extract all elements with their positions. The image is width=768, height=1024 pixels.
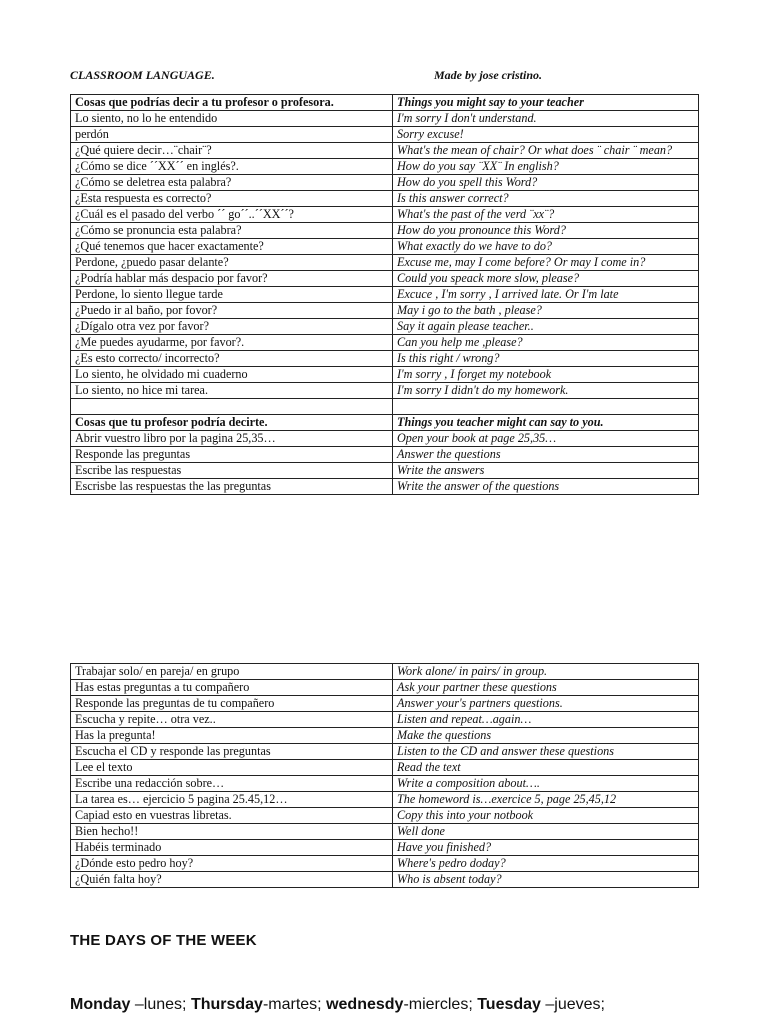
english-cell: Have you finished? <box>393 840 699 856</box>
english-cell: Say it again please teacher.. <box>393 319 699 335</box>
table-row <box>71 856 699 872</box>
spanish-cell: La tarea es… ejercicio 5 pagina 25.45,12… <box>71 792 393 808</box>
english-cell: Sorry excuse! <box>393 127 699 143</box>
spanish-cell: ¿Dígalo otra vez por favor? <box>71 319 393 335</box>
spanish-cell: ¿Cómo se pronuncia esta palabra? <box>71 223 393 239</box>
english-cell: Make the questions <box>393 728 699 744</box>
english-cell: What's the mean of chair? Or what does ¨ chair ¨ mean? <box>393 143 699 159</box>
spanish-cell: Lee el texto <box>71 760 393 776</box>
spanish-cell: ¿Qué quiere decir…¨chair¨? <box>71 143 393 159</box>
spanish-cell: Cosas que tu profesor podría decirte. <box>71 415 393 431</box>
spanish-cell: Capiad esto en vuestras libretas. <box>71 808 393 824</box>
english-cell: Listen and repeat…again… <box>393 712 699 728</box>
section-header-row <box>71 415 699 431</box>
spanish-cell: Lo siento, no lo he entendido <box>71 111 393 127</box>
english-cell: Copy this into your notbook <box>393 808 699 824</box>
table-row <box>71 776 699 792</box>
table-row <box>71 872 699 888</box>
spanish-cell: ¿Dónde esto pedro hoy? <box>71 856 393 872</box>
table-row <box>71 351 699 367</box>
spanish-cell: Bien hecho!! <box>71 824 393 840</box>
table-row <box>71 712 699 728</box>
day-name-es: lunes; <box>143 996 191 1013</box>
english-cell: Answer the questions <box>393 447 699 463</box>
spanish-cell: ¿Quién falta hoy? <box>71 872 393 888</box>
spanish-cell: Has la pregunta! <box>71 728 393 744</box>
spanish-cell: ¿Esta respuesta es correcto? <box>71 191 393 207</box>
day-separator: - <box>403 996 409 1013</box>
table-row <box>71 143 699 159</box>
table-row <box>71 319 699 335</box>
spanish-cell: perdón <box>71 127 393 143</box>
english-cell: Write the answer of the questions <box>393 479 699 495</box>
spanish-cell: Trabajar solo/ en pareja/ en grupo <box>71 664 393 680</box>
table-row <box>71 479 699 495</box>
english-cell: Where's pedro doday? <box>393 856 699 872</box>
phrases-table-2 <box>70 663 699 888</box>
english-cell: Listen to the CD and answer these questions <box>393 744 699 760</box>
table-row <box>71 680 699 696</box>
table-row <box>71 664 699 680</box>
day-name-en: Thursday <box>190 996 263 1013</box>
table-row <box>71 207 699 223</box>
english-cell: Could you speack more slow, please? <box>393 271 699 287</box>
phrases-table-1 <box>70 94 699 495</box>
table-row <box>71 728 699 744</box>
english-cell: Work alone/ in pairs/ in group. <box>393 664 699 680</box>
table-row <box>71 840 699 856</box>
english-cell <box>393 399 699 415</box>
english-cell: Answer your's partners questions. <box>393 696 699 712</box>
table-row <box>71 792 699 808</box>
english-cell: The homeword is…exercice 5, page 25,45,12 <box>393 792 699 808</box>
day-name-es: miercles; <box>408 996 478 1013</box>
english-cell: Things you might say to your teacher <box>393 95 699 111</box>
day-name-es: jueves; <box>554 996 605 1013</box>
english-cell: Things you teacher might can say to you. <box>393 415 699 431</box>
english-cell: Is this answer correct? <box>393 191 699 207</box>
spanish-cell: Escucha el CD y responde las preguntas <box>71 744 393 760</box>
day-separator: – <box>540 996 555 1013</box>
english-cell: Who is absent today? <box>393 872 699 888</box>
days-line <box>70 996 605 1014</box>
english-cell: How do you pronounce this Word? <box>393 223 699 239</box>
english-cell: Open your book at page 25,35… <box>393 431 699 447</box>
table-row <box>71 303 699 319</box>
spanish-cell: Escucha y repite… otra vez.. <box>71 712 393 728</box>
spanish-cell: Responde las preguntas <box>71 447 393 463</box>
spanish-cell: Perdone, ¿puedo pasar delante? <box>71 255 393 271</box>
english-cell: Well done <box>393 824 699 840</box>
blank-row <box>71 399 699 415</box>
table-row <box>71 696 699 712</box>
english-cell: I'm sorry I didn't do my homework. <box>393 383 699 399</box>
english-cell: Excuse me, may I come before? Or may I come in? <box>393 255 699 271</box>
spanish-cell: Cosas que podrías decir a tu profesor o profesora. <box>71 95 393 111</box>
spanish-cell: ¿Qué tenemos que hacer exactamente? <box>71 239 393 255</box>
english-cell: How do you spell this Word? <box>393 175 699 191</box>
table-row <box>71 159 699 175</box>
spanish-cell: Abrir vuestro libro por la pagina 25,35… <box>71 431 393 447</box>
table-row <box>71 744 699 760</box>
table-row <box>71 808 699 824</box>
spanish-cell: ¿Cómo se deletrea esta palabra? <box>71 175 393 191</box>
spanish-cell: Escribe las respuestas <box>71 463 393 479</box>
spanish-cell: Habéis terminado <box>71 840 393 856</box>
english-cell: Can you help me ,please? <box>393 335 699 351</box>
english-cell: Write the answers <box>393 463 699 479</box>
table-row <box>71 223 699 239</box>
table-row <box>71 191 699 207</box>
day-separator: – <box>130 996 144 1013</box>
table-row <box>71 255 699 271</box>
document-author: Made by jose cristino. <box>434 68 542 82</box>
table-row <box>71 111 699 127</box>
english-cell: Ask your partner these questions <box>393 680 699 696</box>
table-row <box>71 271 699 287</box>
table-row <box>71 383 699 399</box>
document-title: CLASSROOM LANGUAGE. <box>70 68 215 82</box>
table-row <box>71 463 699 479</box>
table-row <box>71 431 699 447</box>
spanish-cell: Escrisbe las respuestas the las preguntas <box>71 479 393 495</box>
days-title: THE DAYS OF THE WEEK <box>70 932 257 949</box>
english-cell: May i go to the bath , please? <box>393 303 699 319</box>
english-cell: I'm sorry I don't understand. <box>393 111 699 127</box>
english-cell: Excuce , I'm sorry , I arrived late. Or I'm late <box>393 287 699 303</box>
day-name-es: martes; <box>268 996 327 1013</box>
spanish-cell: ¿Cuál es el pasado del verbo ´´ go´´..´´XX´´? <box>71 207 393 223</box>
spanish-cell: ¿Puedo ir al baño, por fovor? <box>71 303 393 319</box>
spanish-cell: ¿Cómo se dice ´´XX´´ en inglés?. <box>71 159 393 175</box>
spanish-cell: Responde las preguntas de tu compañero <box>71 696 393 712</box>
english-cell: What exactly do we have to do? <box>393 239 699 255</box>
spanish-cell: ¿Podría hablar más despacio por favor? <box>71 271 393 287</box>
spanish-cell: ¿Me puedes ayudarme, por favor?. <box>71 335 393 351</box>
english-cell: I'm sorry , I forget my notebook <box>393 367 699 383</box>
table-row <box>71 760 699 776</box>
table-row <box>71 824 699 840</box>
table-row <box>71 447 699 463</box>
document-header <box>70 68 700 86</box>
english-cell: What's the past of the verd ¨xx¨? <box>393 207 699 223</box>
spanish-cell: Lo siento, no hice mi tarea. <box>71 383 393 399</box>
day-separator: - <box>262 996 269 1013</box>
spanish-cell: Perdone, lo siento llegue tarde <box>71 287 393 303</box>
day-name-en: wednesdy <box>326 996 404 1013</box>
table-row <box>71 287 699 303</box>
spanish-cell: Has estas preguntas a tu compañero <box>71 680 393 696</box>
table-header-row <box>71 95 699 111</box>
spanish-cell: Lo siento, he olvidado mi cuaderno <box>71 367 393 383</box>
english-cell: How do you say ¨XX¨ In english? <box>393 159 699 175</box>
table-row <box>71 367 699 383</box>
english-cell: Read the text <box>393 760 699 776</box>
table-row <box>71 239 699 255</box>
day-name-en: Monday <box>70 996 131 1013</box>
day-name-en: Tuesday <box>477 996 541 1013</box>
spanish-cell: Escribe una redacción sobre… <box>71 776 393 792</box>
table-row <box>71 175 699 191</box>
english-cell: Write a composition about…. <box>393 776 699 792</box>
spanish-cell <box>71 399 393 415</box>
table-row <box>71 335 699 351</box>
table-row <box>71 127 699 143</box>
english-cell: Is this right / wrong? <box>393 351 699 367</box>
spanish-cell: ¿Es esto correcto/ incorrecto? <box>71 351 393 367</box>
